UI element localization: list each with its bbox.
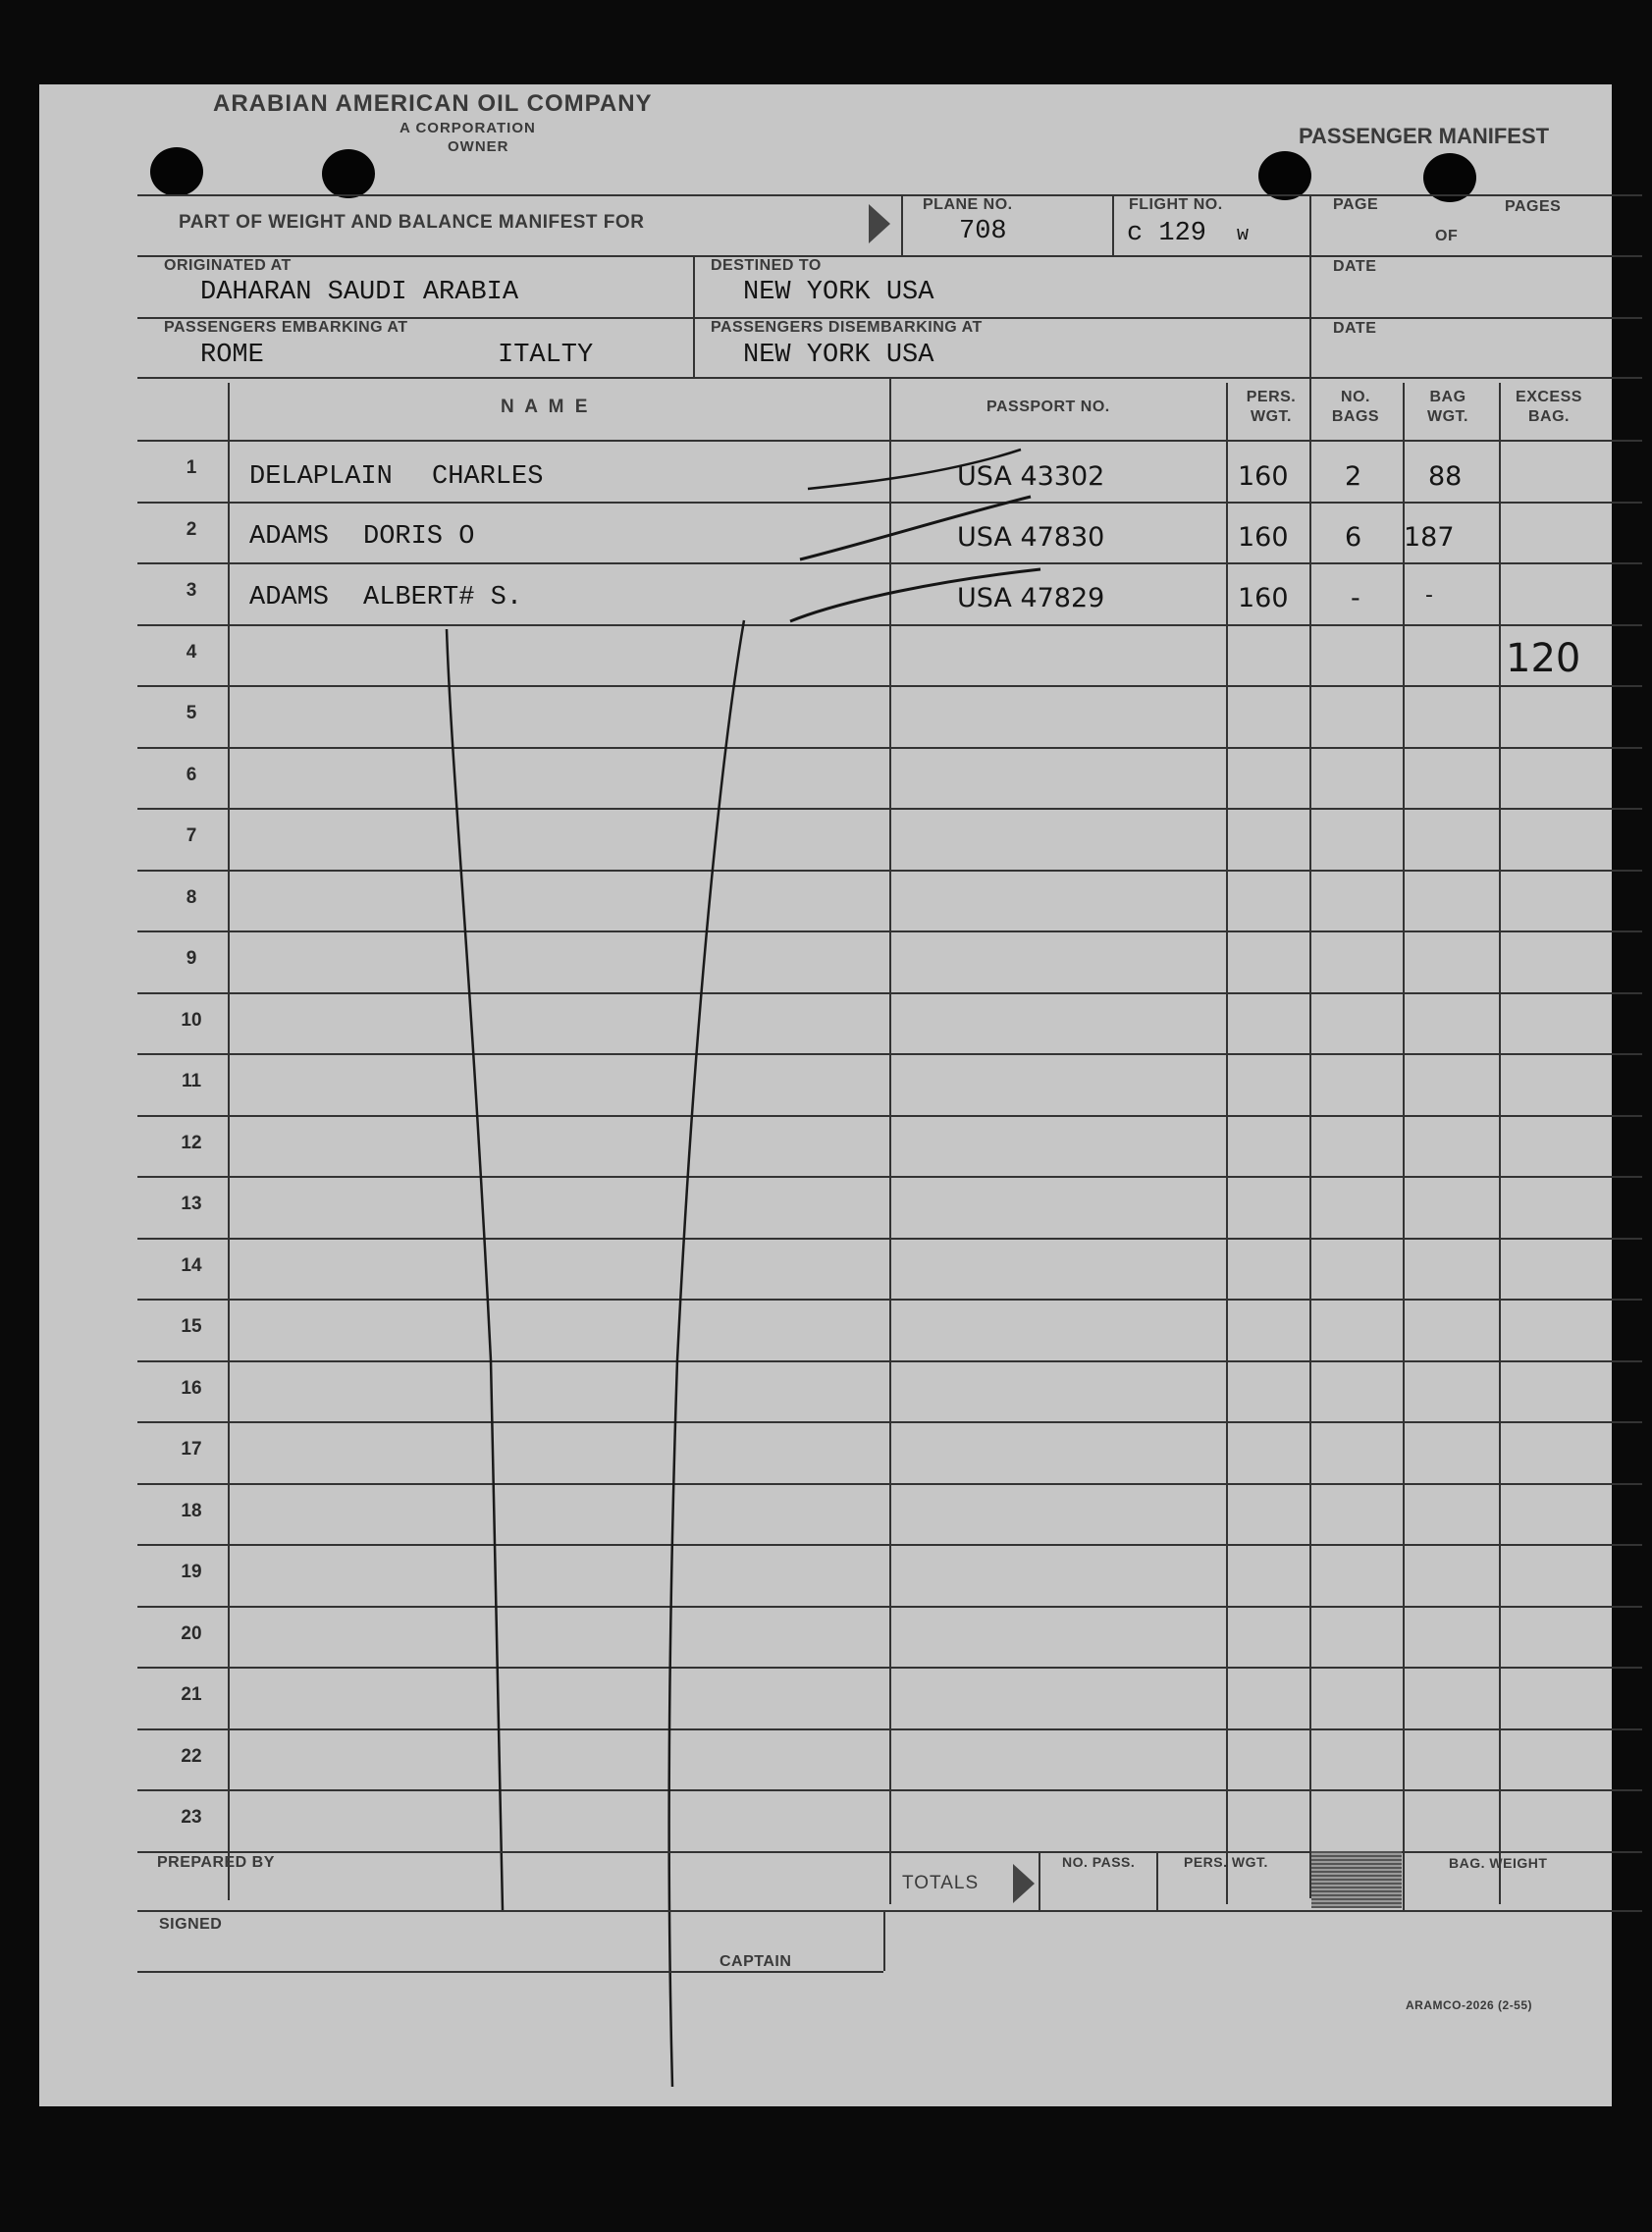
company-sub2: OWNER	[448, 138, 509, 155]
plane-no-value: 708	[959, 217, 1007, 246]
row-number: 19	[181, 1562, 202, 1582]
row-number: 16	[181, 1377, 202, 1399]
col-no-bags-header-2: BAGS	[1331, 408, 1380, 425]
row-number: 14	[181, 1254, 202, 1276]
manifest-for-label: PART OF WEIGHT AND BALANCE MANIFEST FOR	[179, 212, 645, 233]
col-name-header: N A M E	[501, 397, 591, 417]
signed-label: SIGNED	[159, 1916, 223, 1933]
passenger-first-name: CHARLES	[432, 462, 544, 492]
pen-stroke	[669, 620, 744, 2087]
col-no-bags-header-1: NO.	[1341, 389, 1370, 405]
prepared-by-label: PREPARED BY	[157, 1854, 275, 1871]
destined-label: DESTINED TO	[711, 257, 822, 274]
manifest-sheet	[39, 84, 1612, 2106]
disembarking-label: PASSENGERS DISEMBARKING AT	[711, 319, 983, 336]
no-bags: 6	[1345, 522, 1362, 553]
col-excess-header-2: BAG.	[1528, 408, 1570, 425]
row-number: 5	[186, 703, 197, 723]
disembarking-value: NEW YORK USA	[743, 341, 934, 370]
row-number: 10	[181, 1009, 202, 1031]
pen-stroke	[790, 569, 1040, 621]
company-name: ARABIAN AMERICAN OIL COMPANY	[213, 90, 653, 117]
col-bag-wgt-header-1: BAG	[1429, 389, 1466, 405]
flight-no-value: c 129	[1127, 219, 1207, 248]
row-number: 9	[186, 948, 197, 969]
arrow-right-icon	[1013, 1864, 1035, 1903]
captain-label: CAPTAIN	[719, 1953, 792, 1970]
bag-wgt: -	[1425, 583, 1433, 608]
pen-stroke	[800, 497, 1031, 559]
company-sub1: A CORPORATION	[400, 120, 536, 136]
handwritten-marks	[39, 84, 1612, 2106]
originated-label: ORIGINATED AT	[164, 257, 292, 274]
form-code: ARAMCO-2026 (2-55)	[1406, 1998, 1533, 2012]
date-label-1: DATE	[1333, 258, 1377, 275]
col-bag-wgt-header-2: WGT.	[1427, 408, 1468, 425]
col-pers-wgt-header-1: PERS.	[1246, 389, 1297, 405]
destined-value: NEW YORK USA	[743, 278, 934, 307]
row-number: 17	[181, 1439, 202, 1460]
row-number: 23	[181, 1807, 202, 1828]
row-number: 11	[181, 1071, 202, 1091]
row-number: 22	[181, 1745, 202, 1767]
embarking-country: ITALTY	[498, 341, 594, 370]
no-bags: 2	[1345, 461, 1362, 492]
flight-no-label: FLIGHT NO.	[1129, 196, 1223, 213]
row-number: 3	[186, 580, 197, 601]
row-number: 21	[181, 1684, 202, 1705]
no-bags: -	[1351, 583, 1360, 613]
row-number: 13	[181, 1194, 202, 1214]
passport-number: USA 47830	[957, 522, 1105, 553]
date-label-2: DATE	[1333, 320, 1377, 337]
col-passport-header: PASSPORT NO.	[986, 399, 1110, 415]
bag-wgt: 187	[1404, 522, 1455, 553]
passenger-last-name: ADAMS	[249, 522, 330, 552]
passport-number: USA 43302	[957, 461, 1105, 492]
pen-stroke	[808, 450, 1021, 489]
page-label: PAGE	[1333, 196, 1379, 213]
row-number: 8	[186, 886, 197, 908]
row-number: 15	[181, 1316, 202, 1337]
passenger-first-name: DORIS O	[363, 522, 475, 552]
excess-bag-value: 120	[1506, 636, 1581, 681]
embarking-city: ROME	[200, 341, 264, 370]
row-number: 20	[181, 1622, 202, 1644]
row-number: 1	[186, 457, 197, 478]
totals-label: TOTALS	[902, 1873, 980, 1893]
pers-wgt: 160	[1238, 522, 1289, 553]
form-title: PASSENGER MANIFEST	[1299, 124, 1550, 148]
originated-value: DAHARAN SAUDI ARABIA	[200, 278, 519, 307]
row-number: 18	[181, 1500, 202, 1521]
passenger-first-name: ALBERT# S.	[363, 583, 523, 612]
embarking-label: PASSENGERS EMBARKING AT	[164, 319, 408, 336]
bag-weight-label: BAG. WEIGHT	[1449, 1855, 1548, 1871]
flight-no-suffix: w	[1237, 224, 1250, 246]
row-number: 12	[181, 1132, 202, 1153]
shaded-box	[1311, 1851, 1402, 1908]
passport-number: USA 47829	[957, 583, 1105, 613]
pen-stroke	[447, 629, 503, 1910]
passenger-last-name: ADAMS	[249, 583, 330, 612]
no-pass-label: NO. PASS.	[1062, 1854, 1136, 1870]
row-number: 7	[186, 825, 197, 846]
row-number: 4	[186, 641, 197, 663]
pers-wgt: 160	[1238, 583, 1289, 613]
col-pers-wgt-header-2: WGT.	[1251, 408, 1292, 425]
pers-wgt: 160	[1238, 461, 1289, 492]
plane-no-label: PLANE NO.	[923, 196, 1013, 213]
bag-wgt: 88	[1428, 461, 1463, 492]
col-excess-header-1: EXCESS	[1516, 389, 1582, 405]
row-number: 6	[186, 764, 197, 785]
of-label: OF	[1435, 228, 1459, 244]
pers-wgt-footer-label: PERS. WGT.	[1184, 1854, 1268, 1870]
row-number: 2	[186, 518, 197, 540]
passenger-last-name: DELAPLAIN	[249, 462, 393, 492]
pages-label: PAGES	[1505, 198, 1562, 215]
